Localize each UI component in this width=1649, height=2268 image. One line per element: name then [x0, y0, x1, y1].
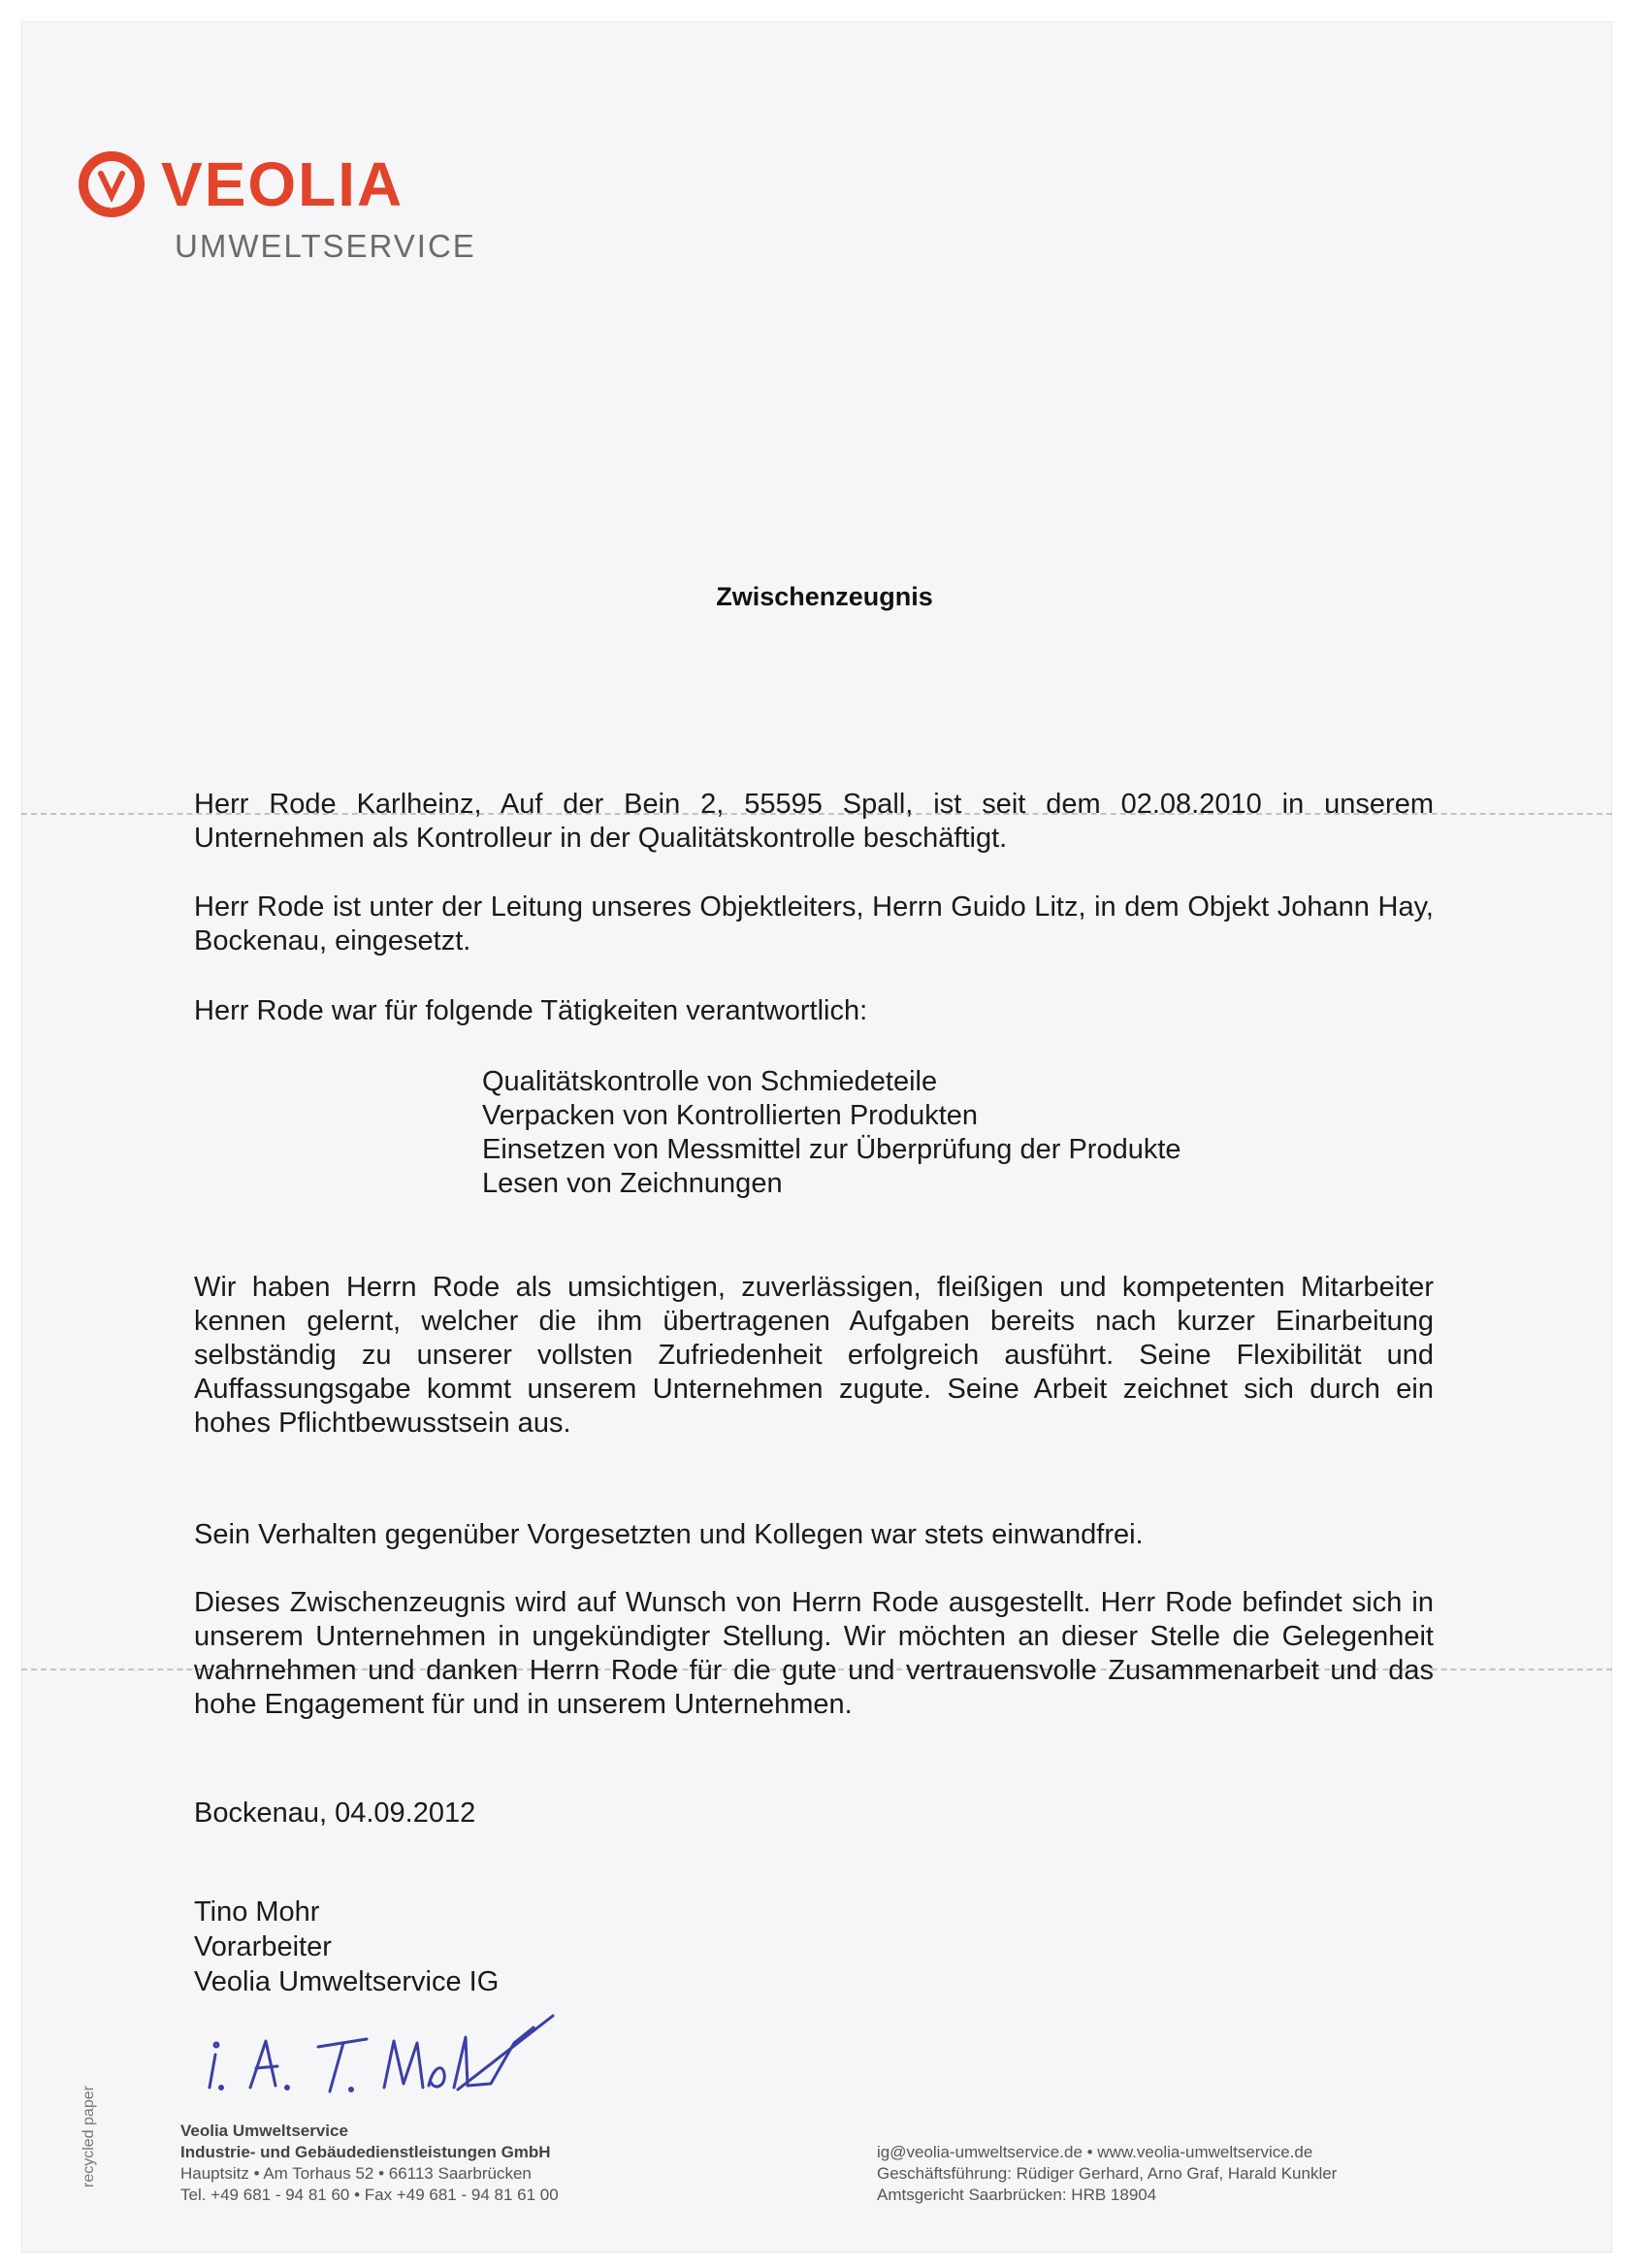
- signatory-company: Veolia Umweltservice IG: [194, 1966, 500, 1997]
- duty-item: Einsetzen von Messmittel zur Überprüfung der Produkte: [482, 1134, 1181, 1165]
- footer-address: Hauptsitz • Am Torhaus 52 • 66113 Saarbrücken: [180, 2164, 532, 2183]
- duty-item: Qualitätskontrolle von Schmiedeteile: [482, 1066, 938, 1097]
- place-date: Bockenau, 04.09.2012: [194, 1798, 476, 1829]
- closing-paragraph: Dieses Zwischenzeugnis wird auf Wunsch von Herrn Rode ausgestellt. Herr Rode befindet sich in unserem Unternehmen in ungekündigter Stellung. Wir möchten an dieser Stelle die Gelegenheit wahrnehmen und danken Herrn Rode für die gute und vertrauensvolle Zusammenarbeit und das hohe Engagement für und in unserem Unternehmen.: [194, 1587, 1434, 1720]
- duty-item: Verpacken von Kontrollierten Produkten: [482, 1100, 979, 1131]
- footer-company-type: Industrie- und Gebäudedienstleistungen GmbH: [180, 2143, 551, 2161]
- brand-name: VEOLIA: [161, 149, 404, 219]
- signatory-name: Tino Mohr: [194, 1896, 320, 1928]
- intro-paragraph: Herr Rode Karlheinz, Auf der Bein 2, 55595 Spall, ist seit dem 02.08.2010 in unserem Unternehmen als Kontrolleur in der Qualitätskontrolle beschäftigt.: [194, 789, 1434, 854]
- handwritten-signature: [204, 1998, 611, 2105]
- footer-management: Geschäftsführung: Rüdiger Gerhard, Arno Graf, Harald Kunkler: [877, 2164, 1338, 2183]
- signatory-role: Vorarbeiter: [194, 1931, 332, 1962]
- recycled-paper-note: recycled paper: [81, 2086, 97, 2187]
- footer-contact: ig@veolia-umweltservice.de • www.veolia-umweltservice.de: [877, 2143, 1313, 2161]
- duties-intro: Herr Rode war für folgende Tätigkeiten verantwortlich:: [194, 995, 868, 1026]
- assignment-paragraph: Herr Rode ist unter der Leitung unseres Objektleiters, Herrn Guido Litz, in dem Objekt Johann Hay, Bockenau, eingesetzt.: [194, 891, 1434, 956]
- page-title: Zwischenzeugnis: [716, 582, 933, 611]
- brand-division: UMWELTSERVICE: [175, 228, 476, 264]
- footer-legal-info: [877, 2142, 1337, 2206]
- footer-phone-fax: Tel. +49 681 - 94 81 60 • Fax +49 681 - 94 81 61 00: [180, 2186, 559, 2204]
- footer-company-name: Veolia Umweltservice: [180, 2122, 348, 2140]
- footer-company-info: [180, 2121, 559, 2206]
- assessment-paragraph: Wir haben Herrn Rode als umsichtigen, zuverlässigen, fleißigen und kompetenten Mitarbeiter kennen gelernt, welcher die ihm übertragenen Aufgaben bereits nach kurzer Einarbeitung selbständig zu unserer vollsten Zufriedenheit erfolgreich ausführt. Seine Flexibilität und Auffassungsgabe kommt unserem Unternehmen zugute. Seine Arbeit zeichnet sich durch ein hohes Pflichtbewusstsein aus.: [194, 1272, 1434, 1439]
- veolia-logo-icon: [78, 150, 146, 218]
- footer-registry: Amtsgericht Saarbrücken: HRB 18904: [877, 2186, 1157, 2204]
- duty-item: Lesen von Zeichnungen: [482, 1168, 783, 1199]
- conduct-paragraph: Sein Verhalten gegenüber Vorgesetzten und Kollegen war stets einwandfrei.: [194, 1519, 1144, 1550]
